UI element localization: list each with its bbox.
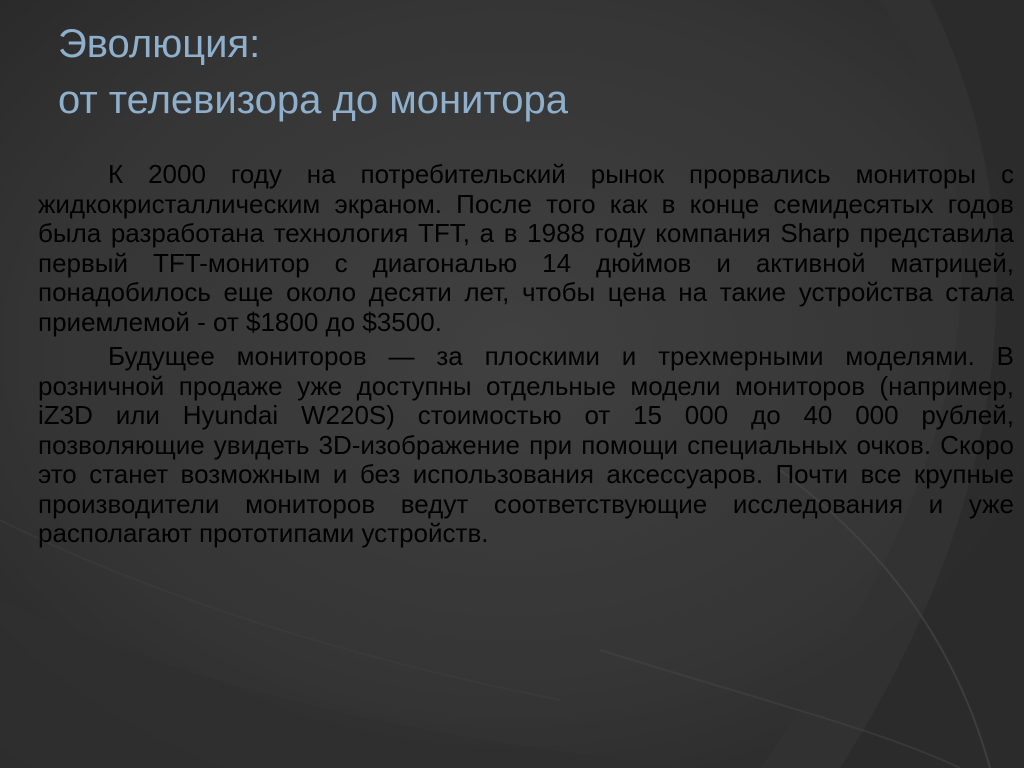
paragraph-future-monitors: Будущее мониторов — за плоскими и трехмерными моделями. В розничной продаже уже доступны отдельные модели мониторов (например, iZ3D или Hyundai W220S) стоимостью от 15 000 до 40 000 рублей, позволяющие увидеть 3D-изображение при помощи специальных очков. Скоро это станет возможным и без использования аксессуаров. Почти все крупные производители мониторов ведут соответствующие исследования и уже располагают прототипами устройств.: [38, 341, 1014, 548]
title-line-2: от телевизора до монитора: [58, 78, 568, 122]
slide-body: [38, 160, 1014, 554]
title-line-1: Эволюция:: [58, 22, 261, 66]
paragraph-lcd-history: К 2000 году на потребительский рынок прорвались мониторы с жидкокристаллическим экраном. После того как в конце семидесятых годов была разработана технология TFT, а в 1988 году компания Sharp представила первый TFT-монитор с диагональю 14 дюймов и активной матрицей, понадобилось еще около десяти лет, чтобы цена на такие устройства стала приемлемой - от $1800 до $3500.: [38, 159, 1014, 337]
slide-title: [58, 16, 958, 128]
